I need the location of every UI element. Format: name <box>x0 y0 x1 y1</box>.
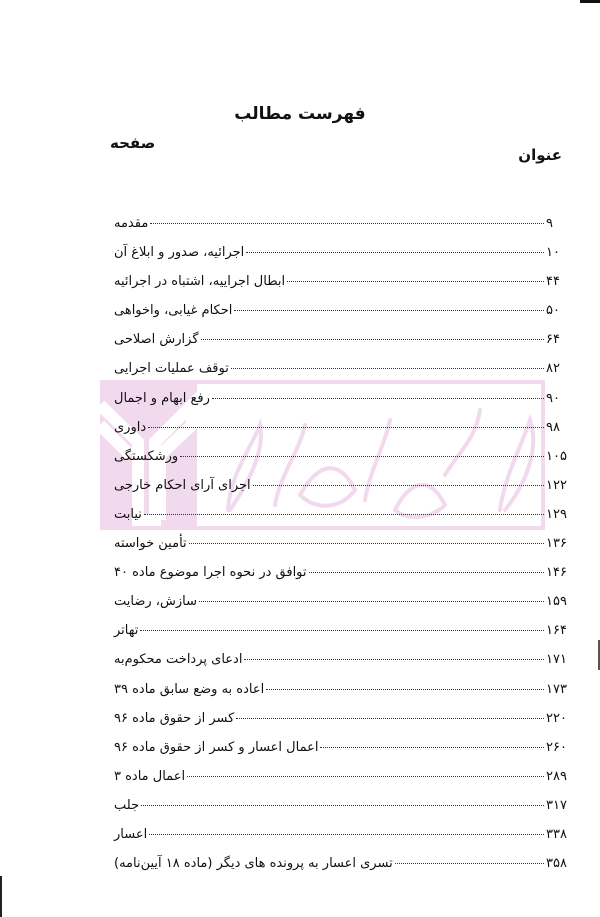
toc-entry-title: مقدمه <box>114 216 149 231</box>
toc-entry <box>112 798 570 827</box>
toc-entry <box>112 507 570 536</box>
dot-leader <box>395 863 544 864</box>
toc-entry-title: جلب <box>114 797 140 813</box>
toc-entry-page-number: ۲۶۰ <box>546 739 567 755</box>
toc-entry-page-number: ۱۳۶ <box>546 536 567 552</box>
toc-entry <box>112 594 570 623</box>
toc-entry-title: گزارش اصلاحی <box>114 332 199 348</box>
toc-entry <box>112 623 570 652</box>
dot-leader <box>180 456 544 457</box>
page-edge-line <box>0 876 2 917</box>
toc-entry-title: اعمال ماده ۳ <box>114 768 186 784</box>
toc-entry <box>112 391 570 420</box>
toc-entry-title: ورشکستگی <box>114 448 179 464</box>
column-header-title: عنوان <box>518 146 562 164</box>
dot-leader <box>244 659 544 660</box>
toc-entry-page-number: ۴۴ <box>546 274 560 290</box>
toc-entry-page-number: ۱۰ <box>546 245 560 261</box>
toc-entry-title: سازش، رضایت <box>114 594 197 610</box>
toc-entry-title: تهاتر <box>114 623 139 639</box>
toc-entry <box>112 565 570 594</box>
column-header-page: صفحه <box>110 134 156 152</box>
toc-entry-title: ادعای پرداخت محکوم‌به <box>114 652 243 668</box>
toc-entry-title: داوری <box>114 419 147 435</box>
toc-entry <box>112 274 570 303</box>
dot-leader <box>266 689 544 690</box>
toc-entry-page-number: ۹ <box>546 216 553 231</box>
toc-entry-title: احکام غیابی، واخواهی <box>114 303 233 319</box>
toc-entry-page-number: ۵۰ <box>546 303 560 319</box>
dot-leader <box>144 514 544 515</box>
toc-entry-page-number: ۱۷۳ <box>546 681 567 697</box>
toc-entry-page-number: ۱۲۲ <box>546 477 567 493</box>
toc-entry-page-number: ۱۷۱ <box>546 652 567 668</box>
dot-leader <box>212 398 544 399</box>
dot-leader <box>236 718 544 719</box>
dot-leader <box>189 543 544 544</box>
dot-leader <box>309 572 544 573</box>
page-title: فهرست مطالب <box>234 104 366 124</box>
page-corner-mark <box>580 0 600 3</box>
toc-entry-title: اعمال اعسار و کسر از حقوق ماده ۹۶ <box>114 739 319 755</box>
dot-leader <box>201 339 544 340</box>
toc-entry-page-number: ۳۳۸ <box>546 826 567 842</box>
toc-entry <box>112 216 570 245</box>
toc-entry-title: اعسار <box>114 826 148 842</box>
toc-entry <box>112 303 570 332</box>
toc-entry <box>112 711 570 740</box>
toc-entry-title: ابطال اجراییه، اشتباه در اجرائیه <box>114 274 286 290</box>
toc-entry-page-number: ۲۲۰ <box>546 710 567 726</box>
toc-entry <box>112 769 570 798</box>
toc-entry-title: توقف عملیات اجرایی <box>114 361 229 377</box>
dot-leader <box>199 601 544 602</box>
toc-entry-page-number: ۱۴۶ <box>546 565 567 581</box>
dot-leader <box>187 776 544 777</box>
table-of-contents <box>112 216 570 885</box>
dot-leader <box>149 834 544 835</box>
dot-leader <box>234 310 544 311</box>
toc-entry-page-number: ۶۴ <box>546 332 560 348</box>
toc-entry <box>112 449 570 478</box>
dot-leader <box>140 630 544 631</box>
toc-entry-page-number: ۱۶۴ <box>546 623 567 639</box>
toc-entry <box>112 682 570 711</box>
dot-leader <box>141 805 544 806</box>
toc-entry <box>112 245 570 274</box>
toc-entry-title: اجرای آرای احکام خارجی <box>114 477 251 493</box>
toc-entry <box>112 361 570 390</box>
toc-entry-title: نیابت <box>114 506 142 522</box>
toc-entry <box>112 856 570 885</box>
dot-leader <box>253 485 544 486</box>
toc-entry-page-number: ۱۲۹ <box>546 506 567 522</box>
toc-entry-page-number: ۱۰۵ <box>546 448 567 464</box>
toc-entry-title: رفع ابهام و اجمال <box>114 390 210 406</box>
toc-entry-title: اجرائیه، صدور و ابلاغ آن <box>114 245 245 261</box>
dot-leader <box>150 223 544 224</box>
toc-entry-page-number: ۹۸ <box>546 419 560 435</box>
toc-entry <box>112 536 570 565</box>
toc-entry-page-number: ۹۰ <box>546 390 560 406</box>
dot-leader <box>231 368 544 369</box>
toc-entry-page-number: ۲۸۹ <box>546 768 567 784</box>
toc-entry <box>112 420 570 449</box>
toc-entry-title: تسری اعسار به پرونده های دیگر (ماده ۱۸ آیین‌نامه) <box>114 856 393 872</box>
toc-entry-title: تأمین خواسته <box>114 536 187 552</box>
toc-entry-title: توافق در نحوه اجرا موضوع ماده ۴۰ <box>114 565 307 581</box>
toc-entry-page-number: ۸۲ <box>546 361 560 377</box>
toc-entry-page-number: ۳۵۸ <box>546 856 567 872</box>
dot-leader <box>246 252 544 253</box>
toc-entry-title: کسر از حقوق ماده ۹۶ <box>114 710 235 726</box>
toc-entry-title: اعاده به وضع سابق ماده ۳۹ <box>114 681 265 697</box>
toc-entry <box>112 740 570 769</box>
toc-entry-page-number: ۳۱۷ <box>546 797 567 813</box>
dot-leader <box>320 747 544 748</box>
toc-entry <box>112 332 570 361</box>
toc-entry-page-number: ۱۵۹ <box>546 594 567 610</box>
toc-entry <box>112 478 570 507</box>
toc-entry <box>112 827 570 856</box>
toc-entry <box>112 652 570 681</box>
dot-leader <box>148 427 544 428</box>
dot-leader <box>287 281 544 282</box>
